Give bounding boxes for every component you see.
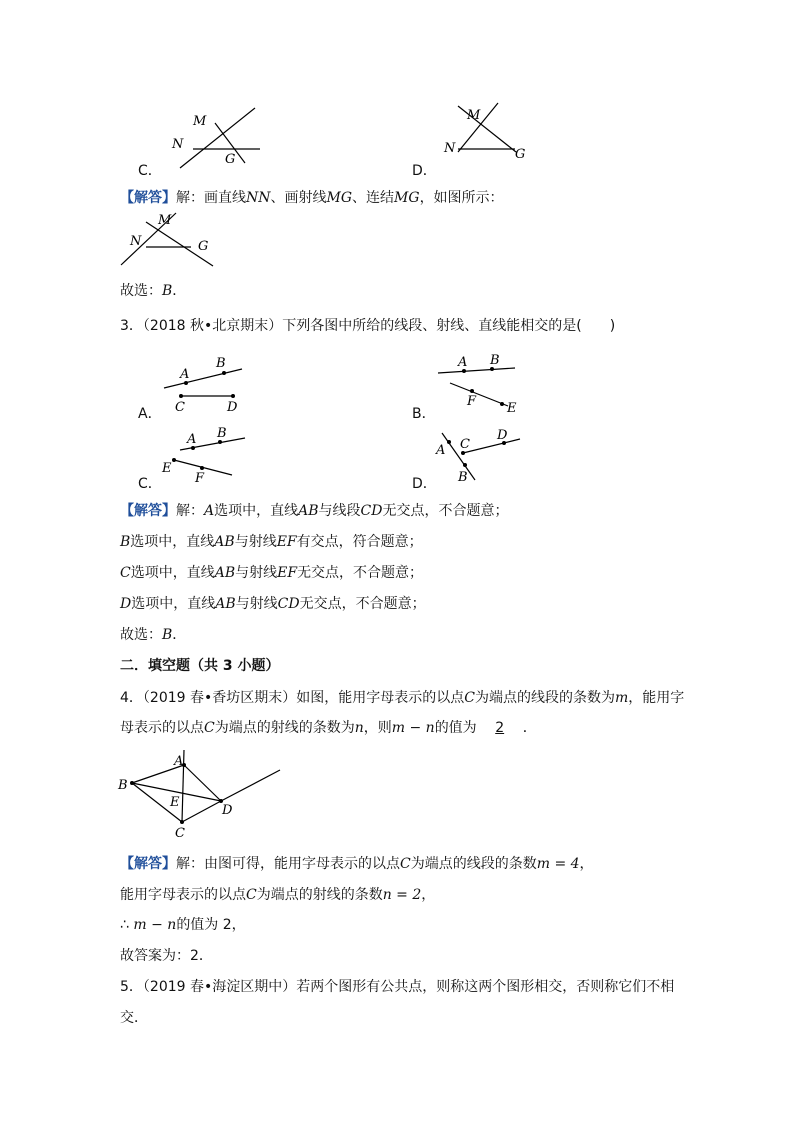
- q3-stem: 3．（2018 秋•北京期末）下列各图中所给的线段、射线、直线能相交的是( ): [120, 318, 616, 334]
- answer-tag: 【解答】: [120, 856, 176, 872]
- label-g: G: [225, 152, 236, 167]
- q4-stem-line-2: 母表示的以点C为端点的射线的条数为n，则m − n的值为 2 ．: [120, 720, 537, 736]
- label-n: N: [130, 234, 142, 249]
- option-a-label: A．: [138, 406, 162, 422]
- label-a: A: [180, 367, 190, 382]
- option-d-label: D．: [412, 163, 437, 179]
- figure-q2-d: [440, 100, 540, 175]
- option-b-label: B．: [412, 406, 436, 422]
- label-e: E: [170, 795, 180, 810]
- label-m: M: [467, 108, 481, 123]
- label-a: A: [187, 432, 197, 447]
- label-m: M: [158, 213, 172, 228]
- label-c: C: [175, 826, 185, 841]
- label-c: C: [460, 437, 470, 452]
- label-m: M: [193, 114, 207, 129]
- label-e: E: [507, 401, 517, 416]
- label-b: B: [217, 426, 227, 441]
- q4-answer-line-3: ∴ m − n的值为 2，: [120, 917, 246, 933]
- label-b: B: [118, 778, 128, 793]
- answer-tag: 【解答】: [120, 503, 176, 519]
- label-d: D: [222, 803, 233, 818]
- label-d: D: [497, 428, 508, 443]
- q5-stem-line-2: 交．: [120, 1010, 148, 1026]
- q4-stem-line-1: 4．（2019 春•香坊区期末）如图，能用字母表示的以点C为端点的线段的条数为m，能用字: [120, 690, 685, 706]
- figure-q3-c: [160, 425, 250, 485]
- figure-q2-answer: [116, 210, 226, 270]
- label-a: A: [436, 443, 446, 458]
- label-n: N: [172, 137, 184, 152]
- q4-answer-line-1: 【解答】解：由图可得，能用字母表示的以点C为端点的线段的条数m = 4，: [120, 856, 594, 872]
- label-e: E: [162, 461, 172, 476]
- label-f: F: [467, 394, 477, 409]
- label-b: B: [216, 356, 226, 371]
- q3-answer-line-3: C选项中，直线AB与射线EF无交点，不合题意；: [120, 565, 424, 581]
- answer-blank: 2: [495, 720, 505, 736]
- q5-stem-line-1: 5．（2019 春•海淀区期中）若两个图形有公共点，则称这两个图形相交，否则称它们不相: [120, 979, 675, 995]
- figure-q4: [114, 745, 289, 845]
- figure-q3-d: [430, 425, 530, 485]
- option-c-label: C．: [138, 163, 162, 179]
- label-a: A: [174, 754, 184, 769]
- answer-tag: 【解答】: [120, 190, 176, 206]
- q4-answer-line-4: 故答案为：2．: [120, 948, 213, 964]
- figure-q2-c: [160, 100, 270, 175]
- option-c-label: C．: [138, 476, 162, 492]
- label-g: G: [198, 239, 209, 254]
- label-b: B: [490, 353, 500, 368]
- label-f: F: [195, 471, 205, 486]
- label-g: G: [515, 147, 526, 162]
- label-b: B: [458, 470, 468, 485]
- q2-answer-line: 【解答】解：画直线NN、画射线MG、连结MG，如图所示：: [120, 190, 504, 206]
- section-title: 二．填空题（共 3 小题）: [120, 658, 280, 674]
- label-d: D: [227, 400, 238, 415]
- q3-answer-line-1: 【解答】解：A选项中，直线AB与线段CD无交点，不合题意；: [120, 503, 509, 519]
- figure-q3-a: [160, 355, 250, 415]
- q3-answer-line-4: D选项中，直线AB与射线CD无交点，不合题意；: [120, 596, 426, 612]
- q3-answer-line-2: B选项中，直线AB与射线EF有交点，符合题意；: [120, 534, 423, 550]
- label-a: A: [458, 355, 468, 370]
- q4-answer-line-2: 能用字母表示的以点C为端点的射线的条数n = 2，: [120, 887, 436, 903]
- figure-q3-b: [430, 350, 525, 415]
- option-d-label: D．: [412, 476, 437, 492]
- label-c: C: [175, 400, 185, 415]
- q3-choice: 故选：B．: [120, 627, 187, 643]
- label-n: N: [444, 141, 456, 156]
- q2-choice: 故选：B．: [120, 283, 187, 299]
